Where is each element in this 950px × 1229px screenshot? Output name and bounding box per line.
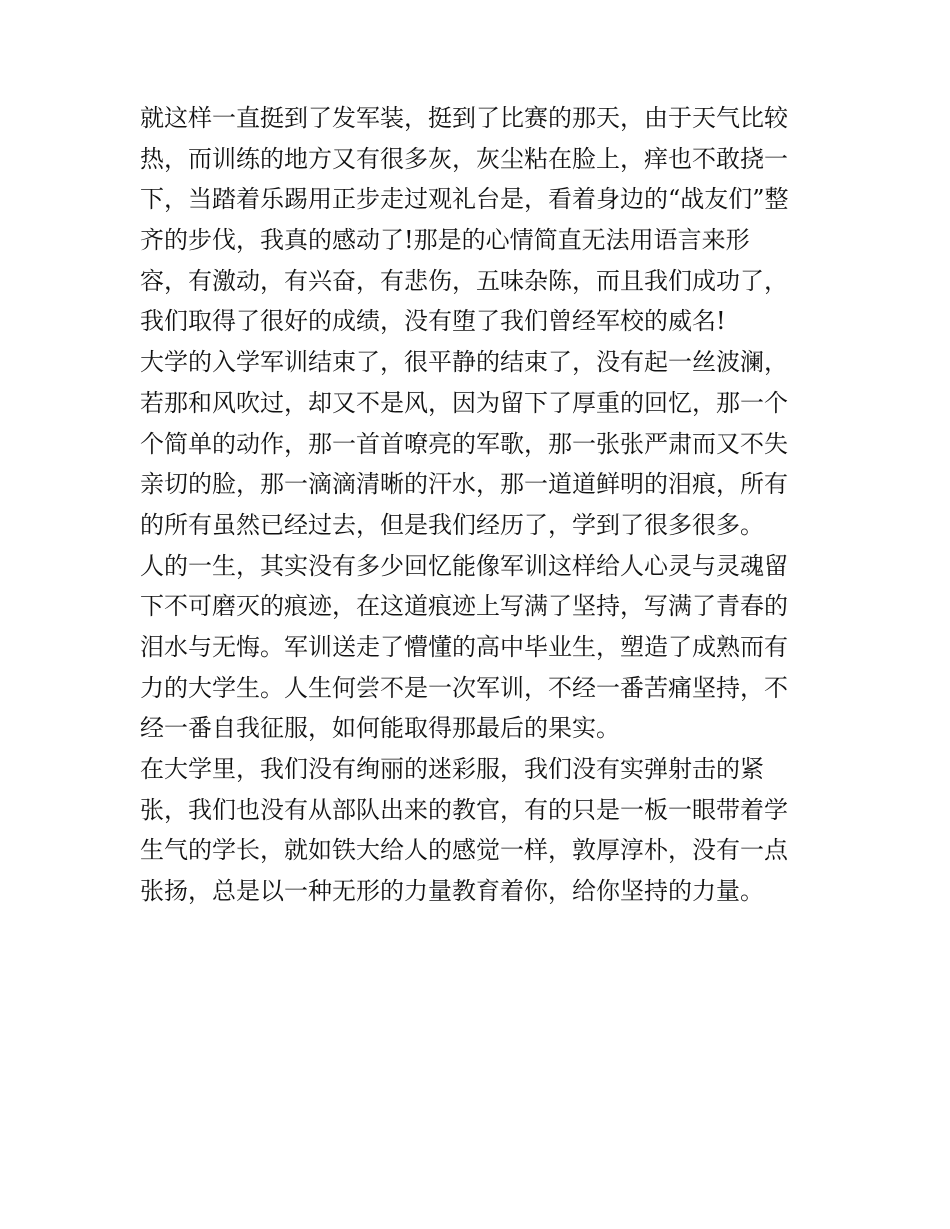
text-line: 亲切的脸，那一滴滴清晰的汗水，那一道道鲜明的泪痕，所有 (140, 470, 788, 499)
text-line: 在大学里，我们没有绚丽的迷彩服，我们没有实弹射击的紧 (140, 755, 764, 783)
text-line: 就这样一直挺到了发军装，挺到了比赛的那天，由于天气比较 (140, 104, 788, 132)
paragraph (140, 342, 820, 545)
text-line: 下不可磨灭的痕迹，在这道痕迹上写满了坚持，写满了青春的 (140, 592, 788, 621)
paragraph (140, 98, 820, 342)
text-line: 张，我们也没有从部队出来的教官，有的只是一板一眼带着学 (140, 795, 788, 824)
text-line: 力的大学生。人生何尝不是一次军训，不经一番苦痛坚持，不 (140, 673, 788, 702)
text-line: 张扬，总是以一种无形的力量教育着你，给你坚持的力量。 (140, 877, 764, 906)
text-line: 若那和风吹过，却又不是风，因为留下了厚重的回忆，那一个 (140, 388, 788, 417)
paragraph (140, 749, 820, 912)
text-line: 我们取得了很好的成绩，没有堕了我们曾经军校的威名! (140, 307, 726, 336)
text-line: 泪水与无悔。军训送走了懵懂的高中毕业生，塑造了成熟而有 (140, 632, 788, 661)
text-line: 齐的步伐，我真的感动了!那是的心情简直无法用语言来形 (140, 226, 750, 255)
text-line: 经一番自我征服，如何能取得那最后的果实。 (140, 714, 620, 743)
text-line: 大学的入学军训结束了，很平静的结束了，没有起一丝波澜， (140, 348, 788, 377)
text-line: 热，而训练的地方又有很多灰，灰尘粘在脸上，痒也不敢挠一 (140, 144, 788, 173)
paragraph (140, 546, 820, 749)
text-line: 下，当踏着乐踢用正步走过观礼台是，看着身边的“战友们”整 (140, 185, 789, 214)
text-line: 个简单的动作，那一首首嘹亮的军歌，那一张张严肃而又不失 (140, 429, 788, 458)
text-line: 容，有激动，有兴奋，有悲伤，五味杂陈，而且我们成功了， (140, 266, 788, 295)
document-body (140, 98, 820, 912)
text-line: 的所有虽然已经过去，但是我们经历了，学到了很多很多。 (140, 510, 764, 539)
text-line: 人的一生，其实没有多少回忆能像军训这样给人心灵与灵魂留 (140, 551, 788, 580)
text-line: 生气的学长，就如铁大给人的感觉一样，敦厚淳朴，没有一点 (140, 836, 788, 865)
